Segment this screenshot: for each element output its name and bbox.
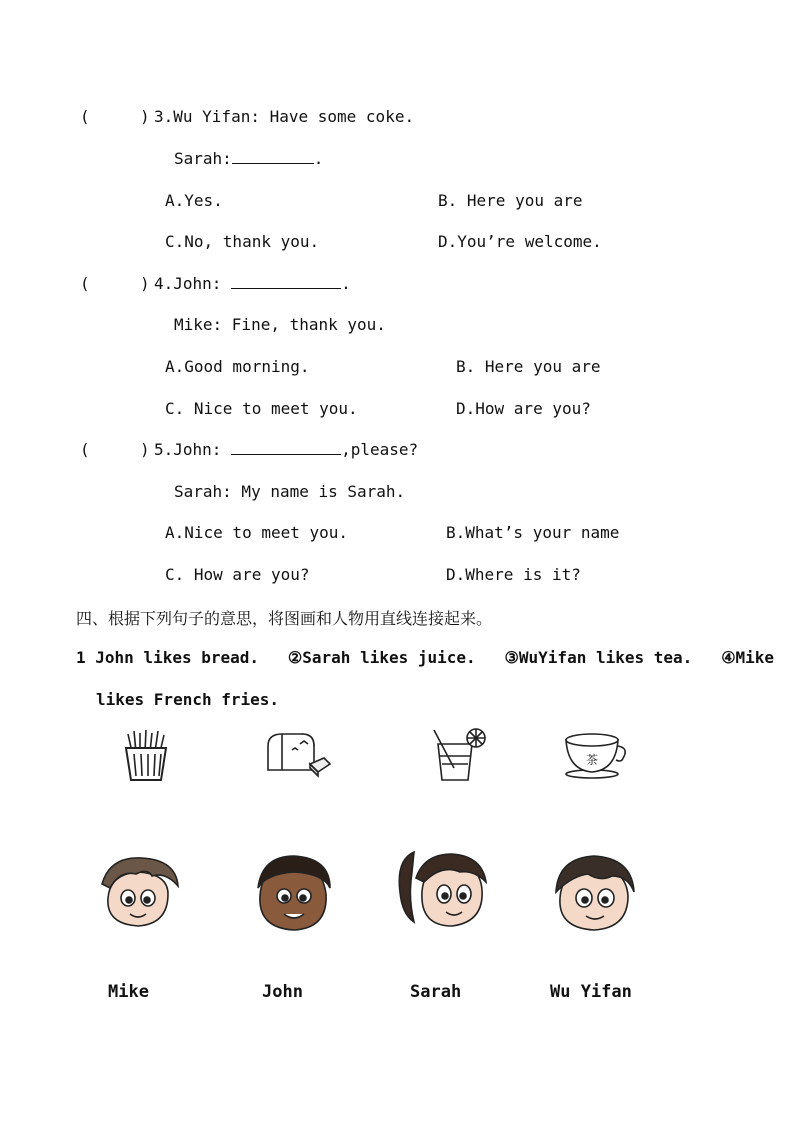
french-fries-icon[interactable] [118, 728, 174, 782]
question-prompt [154, 107, 414, 127]
option-d: D.How are you? [456, 399, 591, 418]
reply-line: Mike: Fine, thank you. [174, 315, 386, 334]
prompt-text: Wu Yifan: Have some coke. [173, 107, 415, 126]
reply-line: Sarah: My name is Sarah. [174, 482, 406, 501]
prompt-suffix: ,please? [341, 440, 419, 459]
option-b: B. Here you are [456, 357, 601, 376]
tea-cup-icon[interactable] [560, 728, 630, 780]
matching-sentences-line-1: 1 John likes bread. ②Sarah likes juice. ③WuYifan likes tea. ④Mike [76, 648, 775, 667]
john-face-picture[interactable] [250, 852, 338, 932]
tea-label: 茶 [586, 753, 599, 767]
matching-sentences-line-2: likes French fries. [96, 690, 280, 709]
answer-paren-open: ( [80, 107, 90, 126]
reply-speaker: Sarah: [174, 149, 232, 168]
reply-line [174, 149, 323, 169]
sarah-face-picture[interactable] [394, 842, 494, 930]
prompt-speaker: John: [173, 274, 222, 293]
answer-paren-close: ) [140, 107, 150, 126]
person-name-wu-yifan: Wu Yifan [550, 982, 632, 1002]
fill-blank[interactable] [231, 274, 341, 289]
question-prompt [154, 274, 351, 294]
person-name-sarah: Sarah [410, 982, 462, 1002]
person-name-john: John [262, 982, 303, 1002]
question-number: 3. [154, 107, 174, 126]
section-heading: 四、根据下列句子的意思，将图画和人物用直线连接起来。 [76, 609, 493, 628]
option-d: D.Where is it? [446, 565, 581, 584]
question-prompt [154, 440, 418, 460]
mike-face-picture[interactable] [96, 850, 182, 930]
question-number: 4. [154, 274, 174, 293]
prompt-speaker: John: [173, 440, 222, 459]
fill-blank[interactable] [231, 440, 341, 455]
option-a: A.Yes. [165, 191, 223, 210]
wu-yifan-face-picture[interactable] [548, 852, 640, 932]
answer-paren-open: ( [80, 440, 90, 459]
option-a: A.Good morning. [165, 357, 310, 376]
answer-paren-close: ) [140, 274, 150, 293]
option-c: C. Nice to meet you. [165, 399, 358, 418]
person-name-mike: Mike [108, 982, 149, 1002]
answer-paren-close: ) [140, 440, 150, 459]
option-c: C. How are you? [165, 565, 310, 584]
bread-icon[interactable] [262, 728, 334, 780]
option-a: A.Nice to meet you. [165, 523, 349, 542]
question-number: 5. [154, 440, 174, 459]
option-d: D.You’re welcome. [438, 232, 602, 251]
option-b: B. Here you are [438, 191, 583, 210]
prompt-suffix: . [341, 274, 351, 293]
option-b: B.What’s your name [446, 523, 620, 542]
answer-paren-open: ( [80, 274, 90, 293]
fill-blank[interactable] [232, 149, 314, 164]
reply-suffix: . [313, 149, 324, 168]
option-c: C.No, thank you. [165, 232, 320, 251]
juice-icon[interactable] [428, 726, 490, 784]
